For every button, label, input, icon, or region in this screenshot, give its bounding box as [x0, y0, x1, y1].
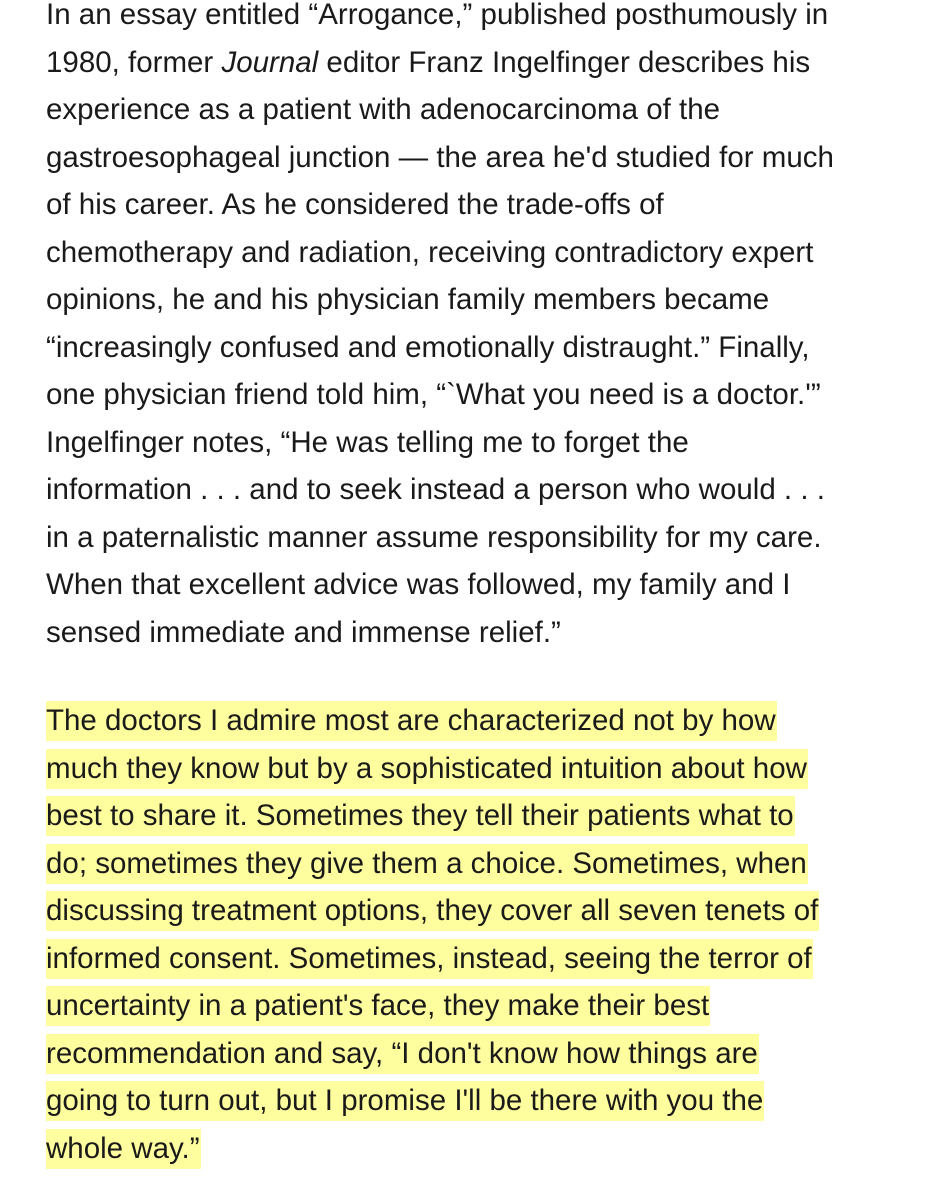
highlight-text: recommendation and say, “I don't know how things are: [46, 1034, 759, 1074]
highlight-text: informed consent. Sometimes, instead, seeing the terror of: [46, 939, 813, 979]
text-line: in a paternalistic manner assume responsibility for my care.: [46, 520, 822, 554]
text-line: experience as a patient with adenocarcinoma of the: [46, 93, 721, 126]
text-line: When that excellent advice was followed, my family and I: [46, 568, 791, 601]
highlight-text: much they know but by a sophisticated intuition about how: [46, 749, 808, 789]
text-line: In an essay entitled “Arrogance,” published posthumously in: [46, 0, 829, 31]
text-line: Ingelfinger notes, “He was telling me to forget the: [46, 425, 689, 459]
highlighted-line: [46, 1030, 819, 1078]
text-line: “increasingly confused and emotionally distraught.” Finally,: [46, 330, 810, 364]
highlight-text: uncertainty in a patient's face, they make their best: [46, 986, 710, 1026]
paragraph-ingelfinger: [46, 0, 834, 656]
highlighted-line: [46, 1125, 819, 1173]
text-line: of his career. As he considered the trade-offs of: [46, 188, 664, 221]
highlight-text: going to turn out, but I promise I'll be there with you the: [46, 1081, 764, 1121]
highlighted-line: [46, 792, 819, 840]
highlighted-line: [46, 935, 819, 983]
highlighted-line: [46, 745, 819, 793]
highlighted-line: [46, 1077, 819, 1125]
highlighted-line: [46, 887, 819, 935]
highlight-text: whole way.”: [46, 1129, 201, 1169]
text-line: information . . . and to seek instead a person who would . . .: [46, 473, 825, 506]
text-fragment: editor Franz Ingelfinger describes his: [318, 45, 811, 79]
text-line: sensed immediate and immense relief.”: [46, 615, 561, 649]
text-line: one physician friend told him, “`What you need is a doctor.'”: [46, 378, 821, 411]
highlight-text: do; sometimes they give them a choice. Sometimes, when: [46, 844, 808, 884]
highlighted-line: [46, 840, 819, 888]
highlighted-paragraph: [46, 697, 819, 1172]
text-line: chemotherapy and radiation, receiving contradictory expert: [46, 235, 814, 269]
highlighted-line: [46, 697, 819, 745]
journal-italic: Journal: [221, 45, 319, 79]
text-line: [46, 39, 834, 87]
highlight-text: The doctors I admire most are characterized not by how: [46, 701, 777, 741]
text-fragment: 1980, former: [46, 45, 222, 79]
highlight-text: discussing treatment options, they cover all seven tenets of: [46, 891, 819, 931]
highlight-text: best to share it. Sometimes they tell their patients what to: [46, 796, 795, 836]
text-line: opinions, he and his physician family members became: [46, 283, 770, 316]
text-line: gastroesophageal junction — the area he'd studied for much: [46, 140, 834, 174]
highlighted-line: [46, 982, 819, 1030]
